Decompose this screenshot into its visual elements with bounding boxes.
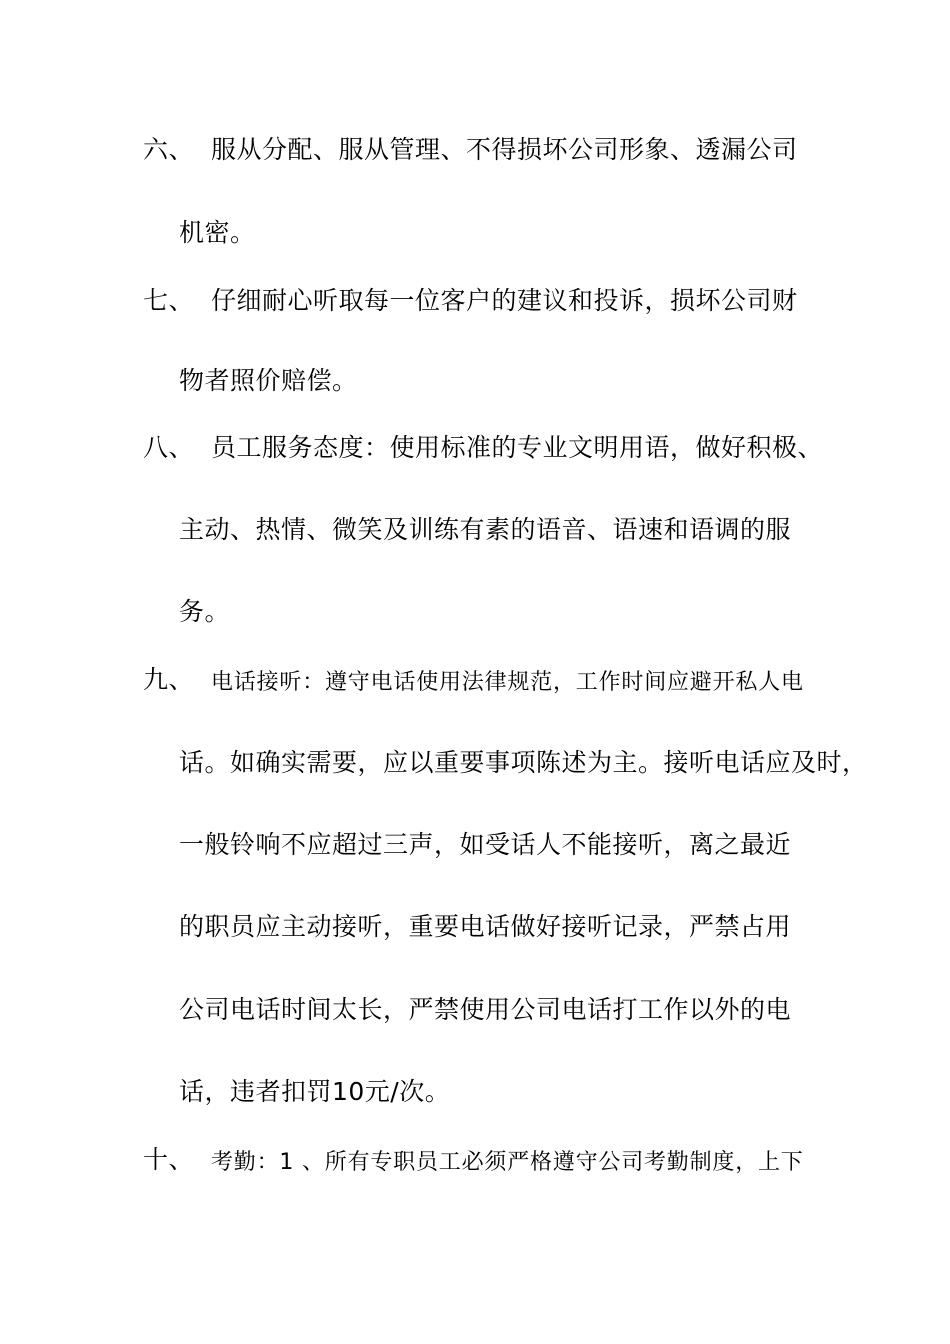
clause-text-line: 电话接听：遵守电话使用法律规范，工作时间应避开私人电 [211,670,804,695]
clause-text-line: 话，违者扣罚10元/次。 [179,1077,451,1106]
clause-text-line: 的职员应主动接听，重要电话做好接听记录，严禁占用 [179,912,792,941]
clause-text-line: 一般铃响不应超过三声，如受话人不能接听，离之最近 [179,830,792,859]
clause-text-line: 考勤：1 、所有专职员工必须严格遵守公司考勤制度，上下 [211,1150,804,1175]
clause-number: 九、 [143,665,195,694]
clause-number: 六、 [143,135,195,164]
clause-number: 八、 [143,433,195,462]
clause-text-line: 仔细耐心听取每一位客户的建议和投诉，损坏公司财 [211,286,798,315]
clause-text-line: 务。 [179,597,231,626]
clause-text-line: 公司电话时间太长，严禁使用公司电话打工作以外的电 [179,995,792,1024]
clause-number: 七、 [143,286,195,315]
clause-text-line: 服从分配、服从管理、不得损坏公司形象、透漏公司 [211,135,798,164]
clause-number: 十、 [143,1145,195,1174]
clause-text-line: 话。如确实需要，应以重要事项陈述为主。接听电话应及时， [179,748,868,777]
clause-text-line: 物者照价赔偿。 [179,366,358,395]
clause-text-line: 主动、热情、微笑及训练有素的语音、语速和语调的服 [179,515,792,544]
clause-text-line: 机密。 [179,218,256,247]
clause-text-line: 员工服务态度：使用标准的专业文明用语，做好积极、 [211,433,824,462]
